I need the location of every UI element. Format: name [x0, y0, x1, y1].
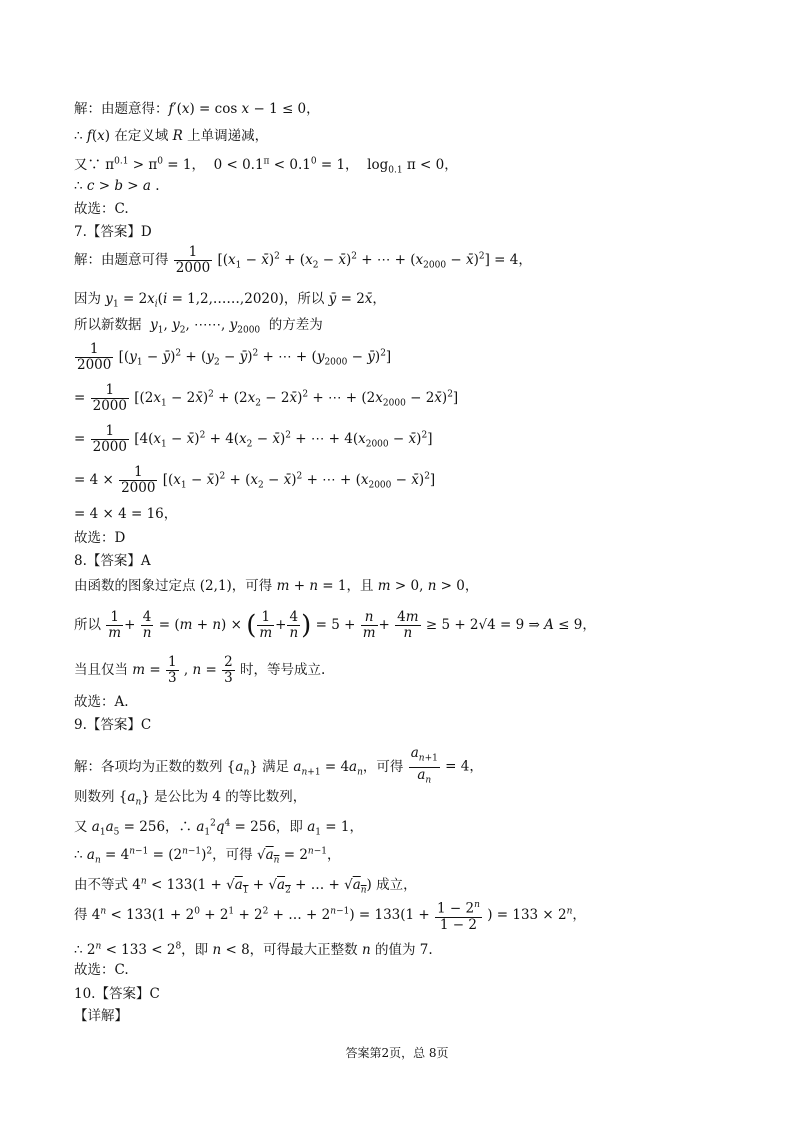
solution-line: ∴ f(x) 在定义域 R 上单调递减， [74, 128, 269, 144]
line-text-1: 解：由题意得：f′(x) = cos x − 1 ≤ 0， [74, 101, 320, 117]
solution-line: 所以新数据 $y_1$, $y_2$, ⋯⋯, $y_{2000}$ 的方差为 [74, 317, 323, 336]
detail-heading: 【详解】 [74, 1008, 128, 1024]
solution-line: 因为 $y_1 = 2x_i(i$ = 1,2,……,2020)，所以 ȳ = 2x̄， [74, 291, 386, 310]
solution-line [74, 100, 320, 118]
solution-line: 则数列 $\{a_n\}$ 是公比为 4 的等比数列， [74, 789, 307, 808]
formula-line: 当且仅当 m = $\frac{1}{3}$ , n = $\frac{2}{3}$ 时，等号成立. [74, 654, 326, 686]
solution-line: ∴ c > b > a . [74, 178, 160, 194]
formula-line: 解：由题意可得 $\frac{1}{2000}$ [($x_1$ − x̄)$^2$ + ($x_2$ − x̄)$^2$ + ⋯ + ($x_{2000}$ − x̄)$^2$] = 4， [74, 244, 532, 276]
choice-line: 故选：A. [74, 694, 129, 710]
answer-heading: 9.【答案】C [74, 717, 152, 733]
solution-line: 又 $a_1a_5 = 256$，∴ $a_1^2q^4 = 256$，即 $a_1 = 1$， [74, 818, 363, 838]
formula-line: 解：各项均为正数的数列 $\{a_n\}$ 满足 $a_{n+1} = 4a_n$，可得 $\frac{a_{n+1}}{a_n}$ = 4， [74, 745, 483, 786]
solution-line: ∴ $a_n = 4^{n-1} = (2^{n-1})^2$，可得 $√a_n = 2^{n-1}$， [74, 846, 341, 866]
formula-line: = $\frac{1}{2000}$ [$4(x_1$ − x̄)$^2$ + $4(x_2$ − x̄)$^2$ + ⋯ + $4(x_{2000}$ − x̄)$^2$] [74, 423, 433, 455]
answer-heading: 7.【答案】D [74, 224, 152, 240]
answer-heading: 8.【答案】A [74, 553, 151, 569]
page-footer: 答案第2页，总 8页 [345, 1046, 449, 1060]
solution-line: 又∵ $\pi^{0.1} > \pi^0 = 1$， $0 < 0.1^\pi < 0.1^0 = 1$， $\log_{0.1} \pi < 0$， [74, 156, 458, 176]
choice-line: 故选：C. [74, 962, 129, 978]
formula-line: = 4 × $\frac{1}{2000}$ [($x_1$ − x̄)$^2$ + ($x_2$ − x̄)$^2$ + ⋯ + ($x_{2000}$ − x̄)$^2$] [74, 464, 436, 496]
formula-line: = $\frac{1}{2000}$ [($2x_1$ − 2x̄)$^2$ + ($2x_2$ − 2x̄)$^2$ + ⋯ + ($2x_{2000}$ − 2x̄)$^2$] [74, 382, 459, 414]
formula-line: $\frac{1}{2000}$ [($y_1$ − ȳ)$^2$ + ($y_2$ − ȳ)$^2$ + ⋯ + ($y_{2000}$ − ȳ)$^2$] [77, 341, 392, 373]
formula-line: 得 $4^n < 133(1 + 2^0 + 2^1 + 2^2$ + … + $2^{n-1}) = 133(1$ + $\frac{1 - 2^n}{1 - 2}$ ) = $133 \times 2^n$， [74, 900, 586, 933]
solution-line: ∴ $2^n < 133 < 2^8$，即 n < 8，可得最大正整数 n 的值为 7. [74, 941, 433, 958]
solution-line: 由函数的图象过定点 (2,1)，可得 m + n = 1，且 m > 0, n > 0， [74, 578, 479, 594]
choice-line: 故选：C. [74, 201, 129, 217]
solution-line: = 4 × 4 = 16， [74, 506, 178, 522]
formula-line: 所以 $\frac{1}{m}$ + $\frac{4}{n}$ = (m + n) × ( $\frac{1}{m}$ + $\frac{4}{n}$ ) = 5 + $\frac{n}{m}$ + $\frac{4m}{n}$ ≥ 5 + 2√4 = 9 ⇒ A ≤ 9， [74, 609, 596, 641]
choice-line: 故选：D [74, 530, 126, 546]
answer-heading: 10.【答案】C [74, 986, 160, 1002]
solution-line: 由不等式 $4^n < 133(1 + √a_1 + √a_2$ + … + $√a_n$) 成立， [74, 876, 417, 896]
